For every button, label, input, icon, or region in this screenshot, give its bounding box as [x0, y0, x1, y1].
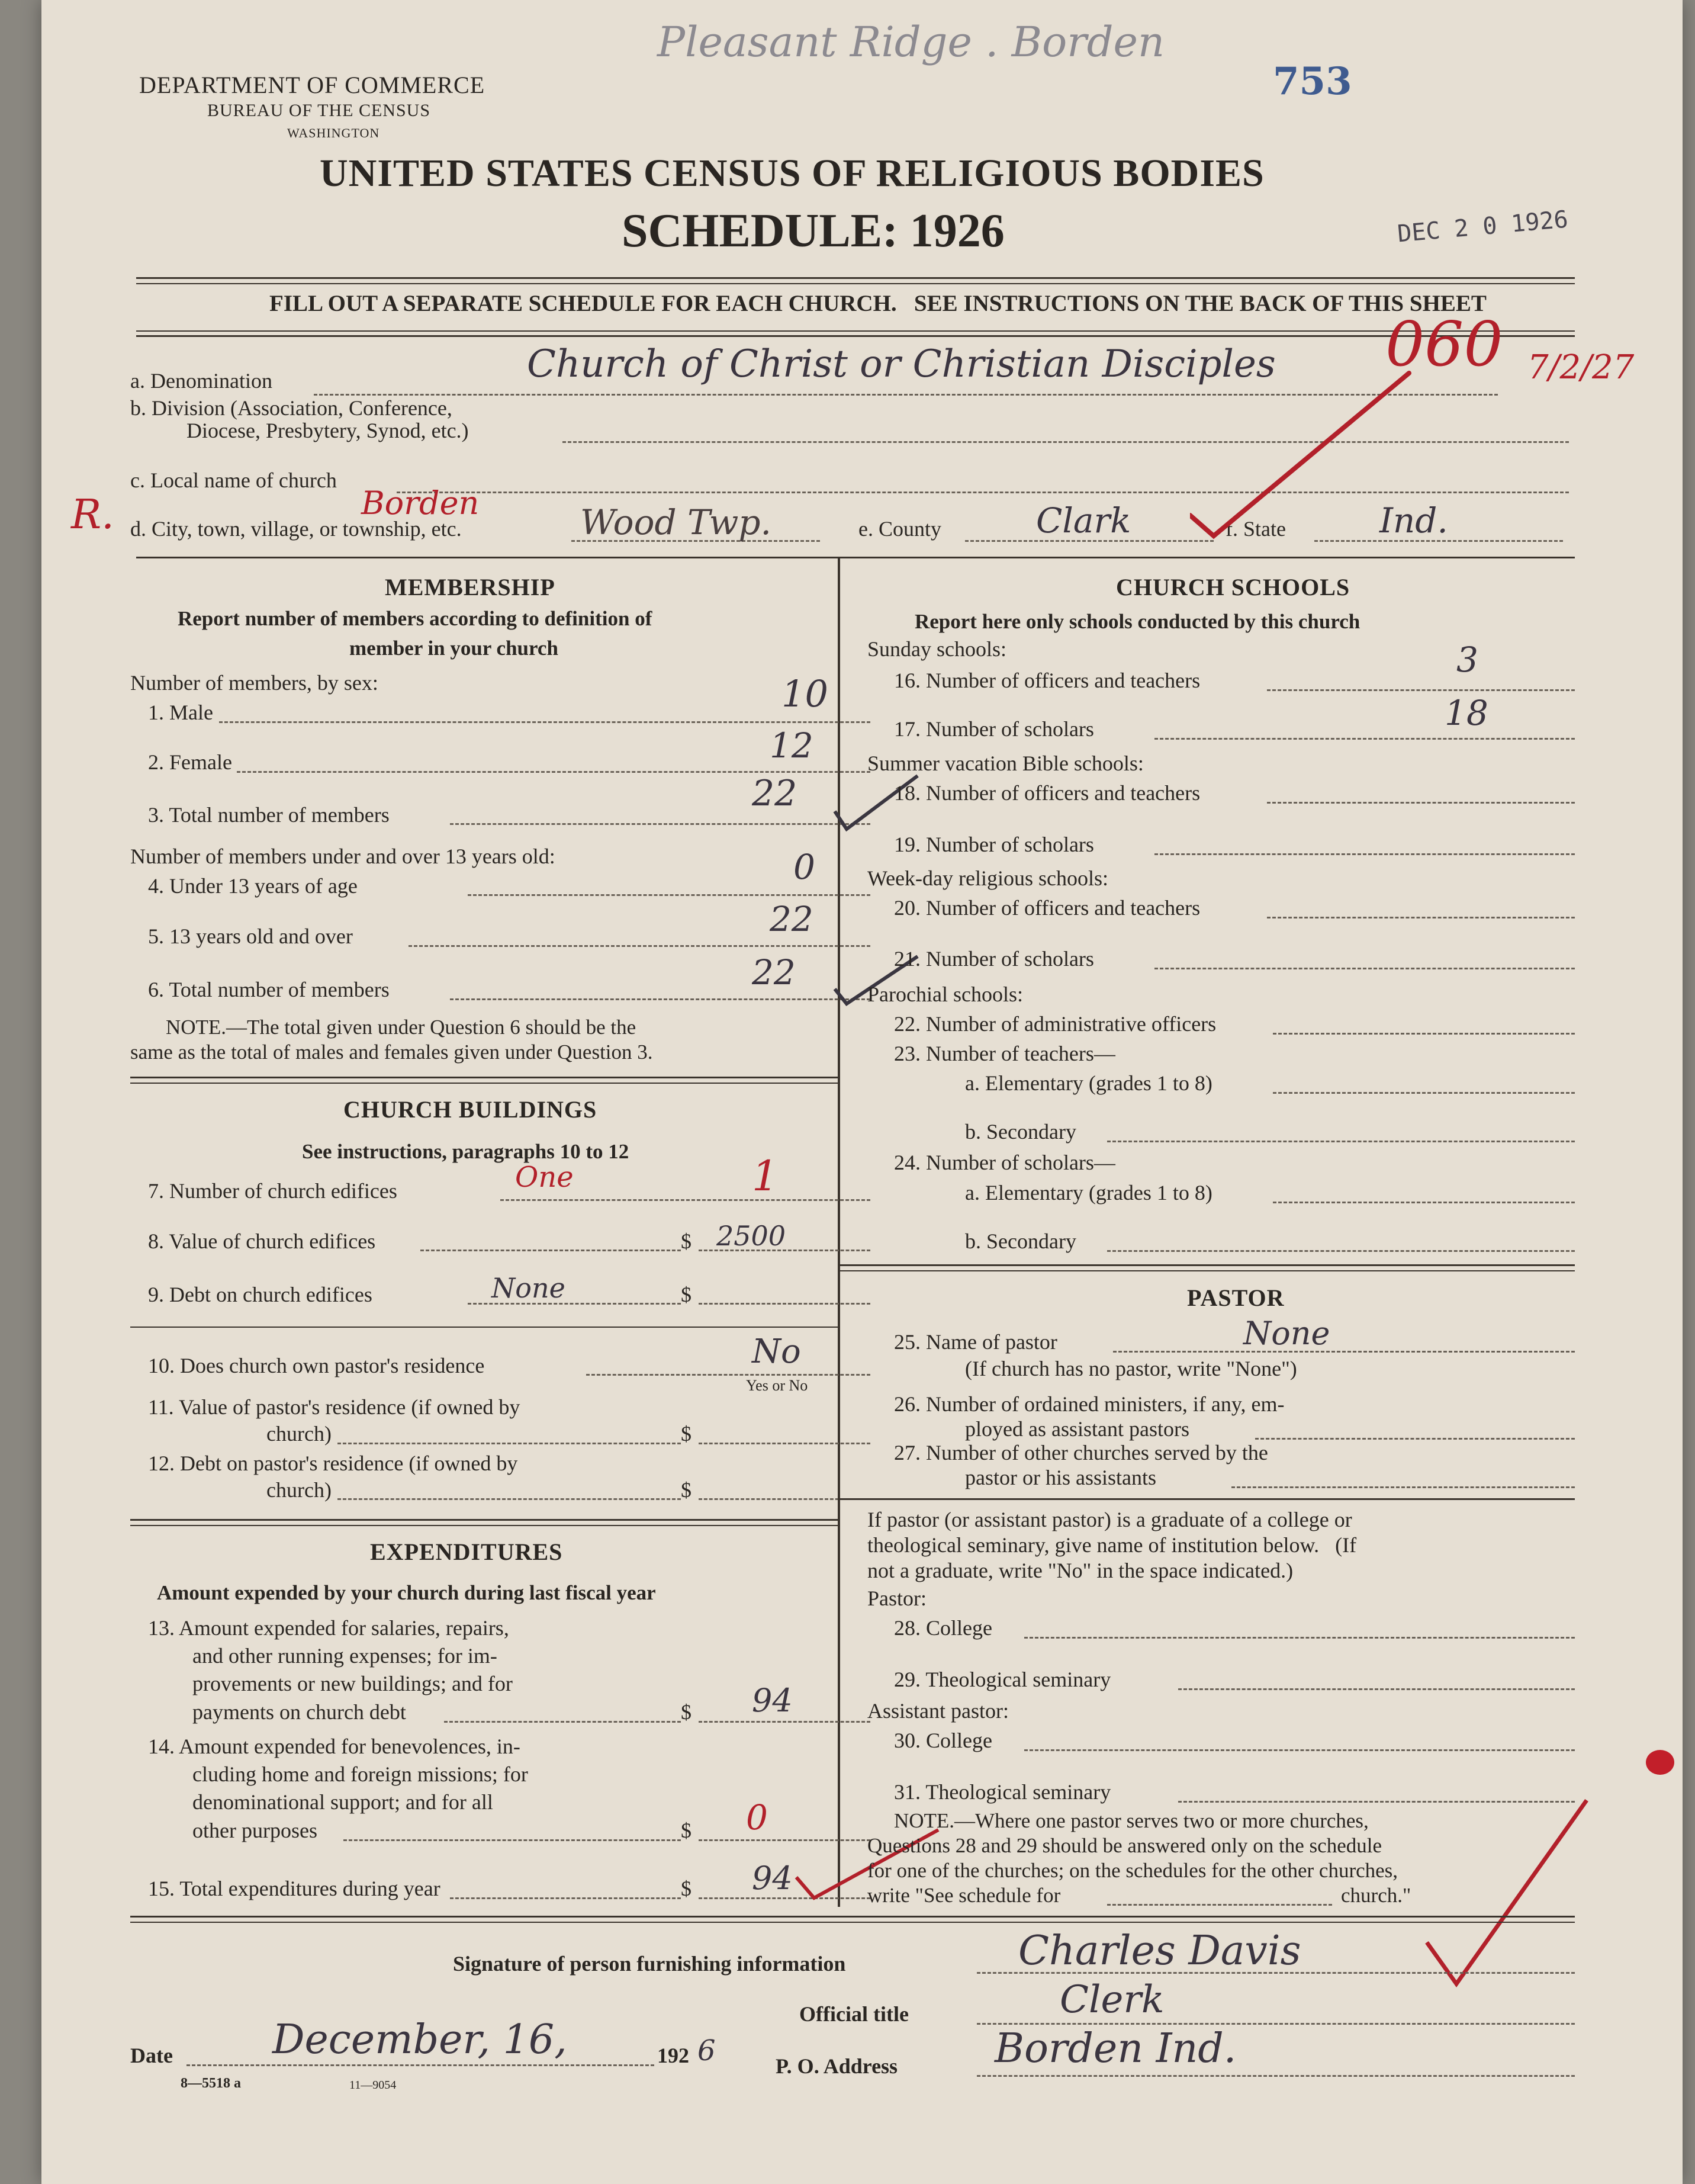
- denomination-date: 7/2/27: [1527, 348, 1635, 387]
- edifices-debt-label: 9. Debt on church edifices: [148, 1283, 372, 1306]
- assistant-ministers-label-2: ployed as assistant pastors: [965, 1417, 1189, 1441]
- parochial-schools-label: Parochial schools:: [867, 982, 1023, 1006]
- denomination-code: 060: [1385, 308, 1503, 380]
- over-13-value[interactable]: 22: [770, 899, 813, 939]
- yes-or-no-hint: Yes or No: [746, 1377, 808, 1394]
- assistant-ministers-label: 26. Number of ordained ministers, if any, em-: [894, 1392, 1285, 1416]
- sunday-schools-label: Sunday schools:: [867, 637, 1007, 661]
- benevolences-label: 14. Amount expended for benevolences, in-: [148, 1735, 520, 1758]
- date-label: Date: [130, 2044, 173, 2067]
- denomination-label: a. Denomination: [130, 369, 272, 393]
- teachers-elementary-label: a. Elementary (grades 1 to 8): [965, 1071, 1212, 1095]
- schedule-number: 753: [1273, 59, 1352, 104]
- teachers-secondary-label: b. Secondary: [965, 1120, 1076, 1144]
- pastor-college-label: 28. College: [894, 1616, 992, 1640]
- state-value[interactable]: Ind.: [1379, 500, 1448, 541]
- signature-value[interactable]: Charles Davis: [1018, 1928, 1301, 1974]
- sunday-scholars-value[interactable]: 18: [1445, 693, 1488, 733]
- sunday-officers-label: 16. Number of officers and teachers: [894, 669, 1201, 692]
- form-number: 8—5518 a: [181, 2076, 241, 2091]
- red-check-mark: [1190, 367, 1415, 545]
- dollar-sign: $: [681, 1877, 691, 1900]
- other-churches-label-2: pastor or his assistants: [965, 1466, 1156, 1489]
- graduate-instructions: If pastor (or assistant pastor) is a graduate of a college or: [867, 1508, 1352, 1531]
- official-title-label: Official title: [799, 2002, 909, 2026]
- parochial-scholars-label: 24. Number of scholars—: [894, 1151, 1115, 1174]
- scholars-elementary-label: a. Elementary (grades 1 to 8): [965, 1181, 1212, 1205]
- residence-value-label-2: church): [266, 1422, 332, 1446]
- under-13-value[interactable]: 0: [793, 847, 815, 887]
- graduate-instructions-2: theological seminary, give name of institution below. (If: [867, 1533, 1357, 1557]
- red-check-mark: [1421, 1794, 1598, 1990]
- female-value[interactable]: 12: [770, 725, 813, 766]
- under-13-label: 4. Under 13 years of age: [148, 874, 358, 898]
- schools-intro: Report here only schools conducted by this church: [915, 610, 1360, 633]
- schools-heading: CHURCH SCHOOLS: [1116, 574, 1350, 600]
- census-schedule-sheet: [41, 0, 1683, 2184]
- sunday-scholars-label: 17. Number of scholars: [894, 717, 1094, 741]
- local-name-value[interactable]: Borden: [361, 484, 480, 522]
- edifices-number-digit[interactable]: 1: [752, 1152, 779, 1200]
- total-expenditures-value[interactable]: 94: [752, 1859, 793, 1897]
- city-label: d. City, town, village, or township, etc.: [130, 517, 462, 541]
- running-expenses-label-2: and other running expenses; for im-: [192, 1644, 497, 1668]
- graduate-instructions-3: not a graduate, write "No" in the space indicated.): [867, 1559, 1294, 1582]
- benevolences-label-2: cluding home and foreign missions; for: [192, 1762, 528, 1786]
- fill-out-instructions: FILL OUT A SEPARATE SCHEDULE FOR EACH CHURCH. SEE INSTRUCTIONS ON THE BACK OF THIS SHEET: [269, 291, 1487, 316]
- po-address-value[interactable]: Borden Ind.: [995, 2025, 1237, 2072]
- female-label: 2. Female: [148, 750, 232, 774]
- county-value[interactable]: Clark: [1036, 500, 1131, 541]
- edifices-debt-value[interactable]: None: [491, 1272, 565, 1304]
- benevolences-label-4: other purposes: [192, 1819, 317, 1842]
- pastor-education-label: Pastor:: [867, 1586, 927, 1610]
- other-churches-label: 27. Number of other churches served by the: [894, 1441, 1268, 1464]
- bureau-name: BUREAU OF THE CENSUS: [207, 101, 430, 120]
- total-members-2-value[interactable]: 22: [752, 952, 796, 993]
- residence-debt-label-2: church): [266, 1478, 332, 1502]
- bureau-city: WASHINGTON: [287, 126, 380, 140]
- pastor-seminary-label: 29. Theological seminary: [894, 1668, 1111, 1691]
- total-members-label: 3. Total number of members: [148, 803, 390, 827]
- membership-intro: Report number of members according to definition of: [178, 607, 652, 630]
- age-members-label: Number of members under and over 13 years old:: [130, 844, 555, 868]
- dollar-sign: $: [681, 1422, 691, 1446]
- membership-heading: MEMBERSHIP: [385, 574, 555, 600]
- summer-scholars-label: 19. Number of scholars: [894, 833, 1094, 856]
- running-expenses-label-3: provements or new buildings; and for: [192, 1672, 513, 1695]
- pastor-note-4: write "See schedule for: [867, 1884, 1061, 1907]
- denomination-value[interactable]: Church of Christ or Christian Disciples: [527, 342, 1276, 386]
- male-label: 1. Male: [148, 701, 213, 724]
- owns-residence-label: 10. Does church own pastor's residence: [148, 1354, 485, 1377]
- page-title: UNITED STATES CENSUS OF RELIGIOUS BODIES: [320, 152, 1265, 195]
- division-label-2: Diocese, Presbytery, Synod, etc.): [186, 419, 469, 442]
- weekday-scholars-label: 21. Number of scholars: [894, 947, 1094, 971]
- assistant-seminary-label: 31. Theological seminary: [894, 1780, 1111, 1804]
- pastor-name-value[interactable]: None: [1243, 1315, 1330, 1352]
- date-year: 192: [657, 2044, 689, 2067]
- signature-label: Signature of person furnishing information: [453, 1952, 846, 1976]
- pastor-note-3: for one of the churches; on the schedules for the other churches,: [867, 1859, 1398, 1882]
- benevolences-label-3: denominational support; and for all: [192, 1790, 493, 1814]
- po-address-label: P. O. Address: [776, 2054, 898, 2078]
- edifices-value-label: 8. Value of church edifices: [148, 1229, 376, 1253]
- pastor-heading: PASTOR: [1187, 1284, 1285, 1311]
- running-expenses-label: 13. Amount expended for salaries, repairs,: [148, 1616, 509, 1640]
- benevolences-value[interactable]: 0: [746, 1797, 768, 1838]
- total-expenditures-label: 15. Total expenditures during year: [148, 1877, 440, 1900]
- date-year-digit[interactable]: 6: [697, 2034, 716, 2067]
- members-by-sex-label: Number of members, by sex:: [130, 671, 378, 695]
- parochial-officers-label: 22. Number of administrative officers: [894, 1012, 1217, 1036]
- edifices-number-word[interactable]: One: [515, 1161, 574, 1194]
- buildings-sub: See instructions, paragraphs 10 to 12: [302, 1140, 629, 1163]
- total-members-2-label: 6. Total number of members: [148, 978, 390, 1001]
- buildings-heading: CHURCH BUILDINGS: [343, 1096, 597, 1123]
- assistant-education-label: Assistant pastor:: [867, 1699, 1009, 1723]
- dollar-sign: $: [681, 1283, 691, 1306]
- pastor-name-label: 25. Name of pastor: [894, 1330, 1057, 1354]
- assistant-college-label: 30. College: [894, 1729, 992, 1752]
- membership-intro-2: member in your church: [349, 637, 558, 660]
- city-value[interactable]: Wood Twp.: [580, 502, 771, 542]
- official-title-value[interactable]: Clerk: [1060, 1978, 1165, 2022]
- running-expenses-label-4: payments on church debt: [192, 1700, 406, 1724]
- expenditures-heading: EXPENDITURES: [370, 1539, 563, 1565]
- dollar-sign: $: [681, 1229, 691, 1253]
- received-stamp: DEC 2 0 1926: [1396, 205, 1569, 248]
- edifices-number-label: 7. Number of church edifices: [148, 1179, 397, 1203]
- rural-mark: R.: [71, 492, 114, 538]
- pastor-name-note: (If church has no pastor, write "None"): [965, 1357, 1297, 1380]
- schedule-year: SCHEDULE: 1926: [622, 205, 1005, 257]
- residence-debt-label: 12. Debt on pastor's residence (if owned by: [148, 1451, 518, 1475]
- summer-schools-label: Summer vacation Bible schools:: [867, 751, 1144, 775]
- total-members-value[interactable]: 22: [752, 773, 797, 814]
- dollar-sign: $: [681, 1700, 691, 1724]
- scholars-secondary-label: b. Secondary: [965, 1229, 1076, 1253]
- edifices-value[interactable]: 2500: [716, 1220, 786, 1252]
- date-value[interactable]: December, 16,: [272, 2016, 567, 2063]
- pencil-note: Pleasant Ridge . Borden: [657, 18, 1165, 66]
- membership-note-2: same as the total of males and females given under Question 3.: [130, 1040, 653, 1064]
- county-label: e. County: [858, 517, 941, 541]
- dollar-sign: $: [681, 1478, 691, 1502]
- male-value[interactable]: 10: [781, 672, 828, 715]
- running-expenses-value[interactable]: 94: [752, 1682, 793, 1719]
- red-mark: [1646, 1750, 1674, 1775]
- pastor-note: NOTE.—Where one pastor serves two or more churches,: [894, 1809, 1369, 1832]
- department-name: DEPARTMENT OF COMMERCE: [139, 72, 485, 98]
- parochial-teachers-label: 23. Number of teachers—: [894, 1042, 1115, 1065]
- over-13-label: 5. 13 years old and over: [148, 924, 353, 948]
- pastor-note-4b: church.": [1341, 1884, 1411, 1907]
- membership-note: NOTE.—The total given under Question 6 should be the: [166, 1016, 636, 1039]
- weekday-schools-label: Week-day religious schools:: [867, 866, 1109, 890]
- local-name-label: c. Local name of church: [130, 468, 337, 492]
- owns-residence-value[interactable]: No: [752, 1332, 801, 1371]
- weekday-officers-label: 20. Number of officers and teachers: [894, 896, 1201, 920]
- summer-officers-label: 18. Number of officers and teachers: [894, 781, 1201, 805]
- residence-value-label: 11. Value of pastor's residence (if owned by: [148, 1395, 520, 1419]
- expenditures-sub: Amount expended by your church during last fiscal year: [157, 1581, 656, 1604]
- division-label: b. Division (Association, Conference,: [130, 396, 452, 420]
- state-label: f. State: [1226, 517, 1286, 541]
- pastor-note-2: Questions 28 and 29 should be answered only on the schedule: [867, 1834, 1382, 1857]
- print-number: 11—9054: [349, 2079, 397, 2092]
- dollar-sign: $: [681, 1819, 691, 1842]
- sunday-officers-value[interactable]: 3: [1456, 640, 1478, 680]
